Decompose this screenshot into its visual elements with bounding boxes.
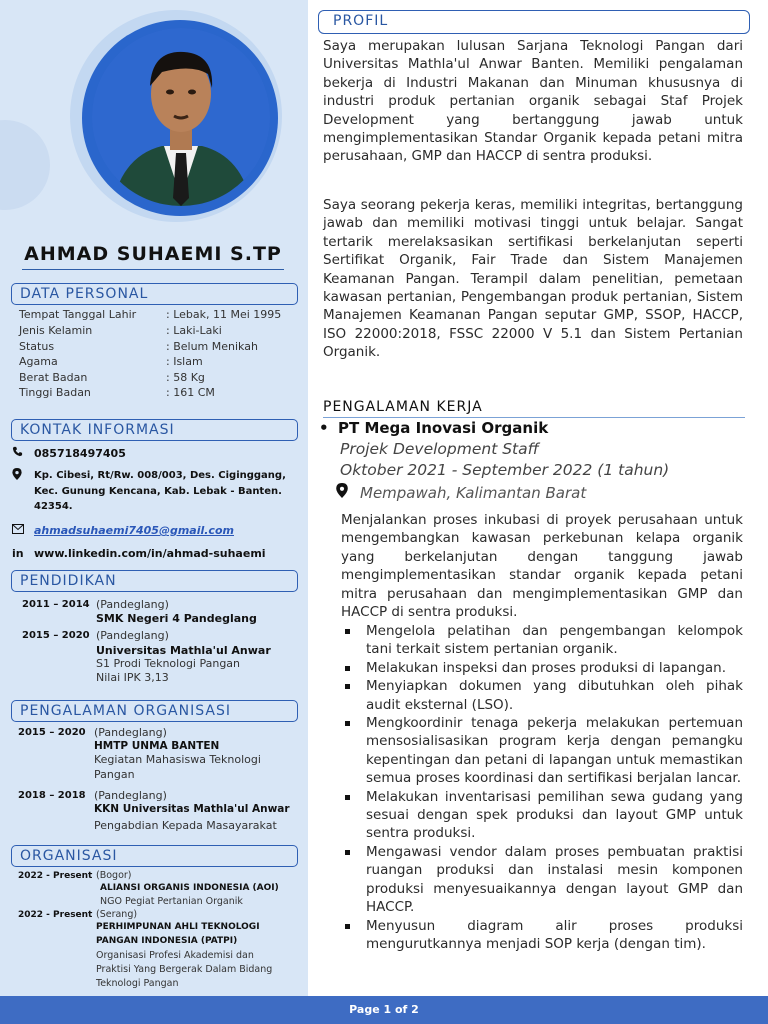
personal-value: : 161 CM xyxy=(166,386,215,399)
org-exp-detail: Kegiatan Mahasiswa Teknologi xyxy=(94,753,261,766)
personal-label: Tempat Tanggal Lahir xyxy=(19,308,137,321)
org-name: PANGAN INDONESIA (PATPI) xyxy=(96,936,238,946)
education-detail: Nilai IPK 3,13 xyxy=(96,671,169,684)
person-name: AHMAD SUHAEMI S.TP xyxy=(22,243,284,270)
org-exp-years: 2018 – 2018 xyxy=(18,790,86,801)
list-item: Mengkoordinir tenaga pekerja melakukan pertemuan mensosialisasikan program kerja dengan pemangku kepentingan dan petani di lapangan untuk memastikan semua proses koordinasi dan sertifikasi berjalan lancar. xyxy=(342,714,743,788)
personal-label: Agama xyxy=(19,355,58,368)
contact-linkedin-row xyxy=(12,546,266,561)
org-exp-detail: Pengabdian Kepada Masayarakat xyxy=(94,819,277,832)
phone-number: 085718497405 xyxy=(34,447,126,460)
location-text: Mempawah, Kalimantan Barat xyxy=(360,483,587,502)
job-duties-list xyxy=(342,622,743,953)
contact-email-row xyxy=(12,523,234,538)
personal-value: : 58 Kg xyxy=(166,371,205,384)
personal-label: Berat Badan xyxy=(19,371,88,384)
profile-photo xyxy=(92,28,270,206)
profile-paragraph: Saya seorang pekerja keras, memiliki integritas, bertanggung jawab dan memiliki motivasi tinggi untuk belajar. Sangat tertarik merelaksasikan sertifikasi berkelanjutan seperti Sertifikat Organik, Fair Trade dan Sistem Manajemen Keamanan Pangan. Terampil dalam penelitian, pemetaan kawasan pertanian, Pengembangan produk pertanian, Sistem Manajemen Keamanan Pangan seputar GMP, SSOP, HACCP, ISO 22000:2018, FSSC 22000 V 5.1 dan Sistem Pertanian Organik. xyxy=(323,197,743,361)
education-years: 2015 – 2020 xyxy=(22,630,90,641)
email-link[interactable]: ahmadsuhaemi7405@gmail.com xyxy=(34,524,234,537)
list-item: Mengelola pelatihan dan pengembangan kelompok tani terkait sistem pertanian organik. xyxy=(342,622,743,659)
education-school: SMK Negeri 4 Pandeglang xyxy=(96,612,257,625)
personal-value: : Laki-Laki xyxy=(166,324,222,337)
list-item: Menyusun diagram alir proses produksi mengurutkannya menjadi SOP kerja (dengan tim). xyxy=(342,917,743,954)
personal-value: : Belum Menikah xyxy=(166,340,258,353)
org-years: 2022 - Present xyxy=(18,910,93,920)
job-location xyxy=(336,483,586,502)
location-icon xyxy=(12,468,34,515)
org-exp-place: (Pandeglang) xyxy=(94,726,167,739)
decor-circle xyxy=(0,120,50,210)
section-header-pengalaman-kerja: PENGALAMAN KERJA xyxy=(323,399,745,418)
list-item: Mengawasi vendor dalam proses pembuatan praktisi ruangan produksi dan instalasi mesin komponen produksi menyesuaikannya dengan layout GMP dan HACCP. xyxy=(342,843,743,917)
map-pin-icon xyxy=(336,483,360,502)
section-header-kontak: KONTAK INFORMASI xyxy=(11,419,298,441)
address-text: Kp. Cibesi, Rt/Rw. 008/003, Des. Ciginggang, Kec. Gunung Kencana, Kab. Lebak - Banten. 42354. xyxy=(34,470,286,512)
company-name: PT Mega Inovasi Organik xyxy=(338,419,549,437)
profile-paragraph: Saya merupakan lulusan Sarjana Teknologi Pangan dari Universitas Mathla'ul Anwar Banten. Memiliki pengalaman bekerja di Industri Makanan dan Minuman khususnya di industri produk pertanian organik sebagai Staf Projek Development yang bertanggung jawab untuk mengimplementasikan Standar Organik kepada petani mitra perusahaan, GMP dan HACCP di sentra produksi. xyxy=(323,38,743,165)
list-item: Menyiapkan dokumen yang dibutuhkan oleh pihak audit eksternal (LSO). xyxy=(342,677,743,714)
phone-icon xyxy=(12,446,34,461)
bullet-dot-icon: • xyxy=(319,419,329,437)
org-place: (Bogor) xyxy=(96,870,132,881)
contact-phone-row xyxy=(12,446,126,461)
portrait-illustration xyxy=(92,28,270,206)
org-place: (Serang) xyxy=(96,909,138,920)
page-footer: Page 1 of 2 xyxy=(0,996,768,1024)
org-years: 2022 - Present xyxy=(18,871,93,881)
section-header-data-personal: DATA PERSONAL xyxy=(11,283,298,305)
education-detail: S1 Prodi Teknologi Pangan xyxy=(96,657,241,670)
education-place: (Pandeglang) xyxy=(96,598,169,611)
org-detail: NGO Pegiat Pertanian Organik xyxy=(100,896,243,907)
personal-label: Tinggi Badan xyxy=(19,386,91,399)
org-detail: Praktisi Yang Bergerak Dalam Bidang xyxy=(96,964,273,975)
list-item: Melakukan inspeksi dan proses produksi di lapangan. xyxy=(342,659,743,677)
section-header-organisasi: ORGANISASI xyxy=(11,845,298,867)
job-period: Oktober 2021 - September 2022 (1 tahun) xyxy=(340,461,670,479)
org-exp-years: 2015 – 2020 xyxy=(18,727,86,738)
job-title: Projek Development Staff xyxy=(340,440,539,458)
org-detail: Teknologi Pangan xyxy=(96,978,179,989)
personal-value: : Islam xyxy=(166,355,203,368)
education-school: Universitas Mathla'ul Anwar xyxy=(96,644,271,657)
personal-label: Status xyxy=(19,340,55,353)
org-name: PERHIMPUNAN AHLI TEKNOLOGI xyxy=(96,922,260,932)
org-exp-name: KKN Universitas Mathla'ul Anwar xyxy=(94,803,290,815)
education-years: 2011 – 2014 xyxy=(22,599,90,610)
section-header-profil: PROFIL xyxy=(318,10,750,34)
job-description: Menjalankan proses inkubasi di proyek perusahaan untuk mengembangkan kawasan perkebunan kelapa organik yang berkelanjutan dengan tanggung jawab mengimplementasikan standar organik kepada petani mitra perusahaan dan mengimplementasikan GMP dan HACCP di sentra produksi. xyxy=(341,512,743,621)
linkedin-icon: in xyxy=(12,547,24,560)
org-name: ALIANSI ORGANIS INDONESIA (AOI) xyxy=(100,883,279,893)
email-icon xyxy=(12,523,34,538)
section-header-pendidikan: PENDIDIKAN xyxy=(11,570,298,592)
section-header-pengalaman-organisasi: PENGALAMAN ORGANISASI xyxy=(11,700,298,722)
education-place: (Pandeglang) xyxy=(96,629,169,642)
job-company xyxy=(318,419,548,437)
org-detail: Organisasi Profesi Akademisi dan xyxy=(96,950,254,961)
sidebar xyxy=(0,0,308,996)
personal-value: : Lebak, 11 Mei 1995 xyxy=(166,308,282,321)
linkedin-link[interactable]: www.linkedin.com/in/ahmad-suhaemi xyxy=(34,547,266,560)
org-exp-detail: Pangan xyxy=(94,768,135,781)
org-exp-place: (Pandeglang) xyxy=(94,789,167,802)
org-exp-name: HMTP UNMA BANTEN xyxy=(94,740,220,752)
list-item: Melakukan inventarisasi pemilihan sewa gudang yang sesuai dengan spek produksi dan layout GMP untuk sentra produksi. xyxy=(342,788,743,843)
personal-label: Jenis Kelamin xyxy=(19,324,93,337)
contact-address-row xyxy=(12,468,306,515)
